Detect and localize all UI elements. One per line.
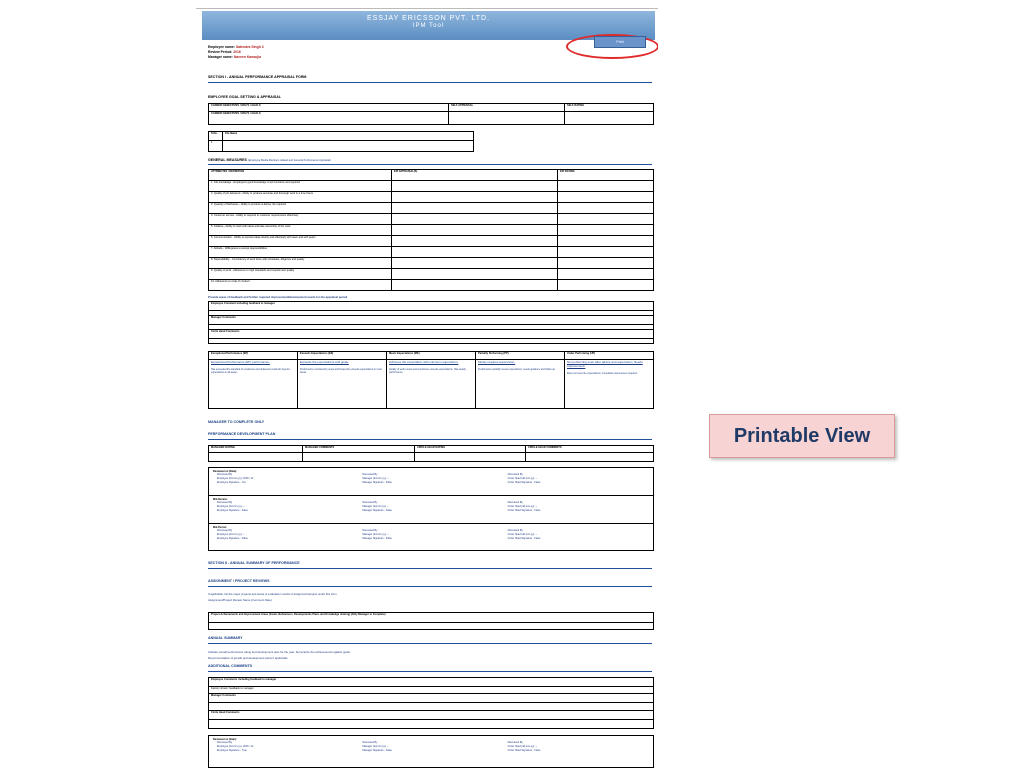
sig-text: Discussed By [362,741,378,744]
ratings-data-row [209,453,653,461]
sig-text: Discussed By [362,501,378,504]
ratings-col-circle-rating: CIRCLE HEAD RATING [415,446,526,452]
sig-text: Manager (dd-mm-yy): -- [362,505,389,508]
signature-col-circle [504,501,649,513]
scale-desc-ep: Has exceeded the standard of excellence and delivered results far beyond expectations in all areas. [211,367,290,375]
scale-cell-ep [209,360,298,408]
goals-row-objective: CAREER OBJECTIVES / KRA'S / GOALS [209,112,449,124]
additional-manager-label: Manager Comments [211,694,236,697]
sig-text: Employee Signature - False [217,509,248,512]
scale-desc-up: Does not meet the expectations; immediate improvement required. [567,371,638,375]
additional-employee-label: Employee Comments including feedback to manager [211,678,277,681]
goals-title: EMPLOYEE GOAL SETTING & APPRAISAL [208,95,282,99]
general-measure-row [209,181,653,192]
general-measure-row [209,214,653,225]
sig-text: Discussed By [362,529,378,532]
sig-text: Circle Head Signature - False [507,481,541,484]
signature-table [208,467,654,551]
sig-text: Manager Signature - False [362,481,392,484]
sig-text: Discussed By [217,501,233,504]
general-measure-appraisal-input[interactable] [392,181,558,191]
rating-scale-table [208,351,654,409]
sig-text: Manager (dd-mm-yy): -- [362,477,389,480]
sig-text: Employee Signature - False [217,537,248,540]
sig-text: Discussed By [362,473,378,476]
employee-meta [208,45,264,60]
signature-col-manager [358,529,503,541]
final-signature-block [209,736,653,755]
feedback-row-circle-input[interactable] [209,339,653,343]
sig-text: Circle Head Signature - False [507,749,541,752]
ratings-manager-rating-input[interactable] [209,453,303,461]
general-col-attributes: ATTRIBUTES / DEFINITION [209,170,392,180]
additional-table [208,677,654,729]
scale-cell-me [387,360,476,408]
general-measure-rating-input[interactable] [558,269,653,279]
signature-col-employee [213,473,358,485]
scale-desc-pp: Performance partially meets expectations; needs guidance and follow up. [478,367,556,371]
general-measure-rating-input[interactable] [558,247,653,257]
feedback-manager-label: Manager Comments [211,316,236,319]
signature-col-employee [213,529,358,541]
scale-head-ep: Exceptional Performance (EP) [209,352,298,359]
assignment-note-1: If applicable, list the major projects and areas of evaluation results of assignment/project under this form. [208,592,338,596]
manager-section-title: MANAGER TO COMPLETE ONLY [208,420,265,424]
sig-text: Circle Head (dd-mm-yy): -- [507,477,538,480]
final-signature-col-employee [213,741,358,753]
signature-col-manager [358,501,503,513]
signature-col-employee [213,501,358,513]
scale-body-row [209,360,653,408]
general-measure-rating-input[interactable] [558,280,653,291]
sig-text: Manager (dd-mm-yy): -- [362,745,389,748]
sig-text: Employee (dd-mm-yy): 2016 / 12 [217,477,254,480]
assignment-input[interactable] [209,623,653,629]
files-row-name[interactable] [223,141,473,151]
general-header-row [209,170,653,181]
additional-manager-input[interactable] [209,703,653,710]
feedback-employee-label: Employee Comment including feedback to manager [211,302,275,305]
scale-head-pp: Partially Performing (PP) [476,352,565,359]
additional-row-employee [209,678,653,687]
sig-text: Discussed By [507,741,523,744]
general-measure-row [209,192,653,203]
general-measure-row [209,280,653,291]
ratings-table [208,445,654,462]
general-measure-appraisal-input[interactable] [392,225,558,235]
sig-text: Employee (dd-mm-yy): -- [217,533,245,536]
scale-title-me: Achieves the expectation with minimum supervision. [389,360,459,364]
sig-text: Employee (dd-mm-yy): -- [217,505,245,508]
scale-desc-me: Quality of work meets and sometimes exceeds expectations. Has steady performance. [389,367,466,375]
ratings-col-circle-comments: CIRCLE HEAD COMMENTS [528,446,562,449]
tool-name: IPM Tool [412,23,445,30]
company-name: ESSJAY ERICSSON PVT. LTD. [366,15,491,22]
sig-text: Circle Head Signature - False [507,537,541,540]
general-measure-attribute: 5. Initiative - Ability to work with ideas and take ownership of the work [209,225,392,235]
goals-col-self-rating: SELF RATING [567,104,585,107]
sig-text: Circle Head (dd-mm-yy): -- [507,533,538,536]
files-col-sno: S.No. [209,132,223,140]
general-measure-rating-input[interactable] [558,181,653,191]
general-measure-rating-input[interactable] [558,203,653,213]
scale-head-ee: Exceeds Expectations (EE) [298,352,387,359]
sig-text: Circle Head (dd-mm-yy): -- [507,745,538,748]
section2-title: SECTION II - ANNUAL SUMMARY OF PERFORMANCE [208,561,300,565]
annual-note-1: Indicate overall performance rating and development plan for the year. Summarize the achievements against goals. [208,650,351,654]
section1-rule [208,82,652,83]
files-row-sno: 1 [209,141,223,151]
scale-cell-ee [298,360,387,408]
files-table [208,131,474,152]
general-measure-rating-input[interactable] [558,214,653,224]
additional-title: ADDITIONAL COMMENTS [208,664,253,668]
general-measure-appraisal-input[interactable] [392,203,558,213]
additional-row-manager [209,694,653,703]
sig-text: Discussed By [217,473,233,476]
ratings-header-row [209,446,653,453]
general-measure-row [209,258,653,269]
manager-name-value: Naveen Kanaujia [233,55,261,59]
general-measure-row [209,203,653,214]
general-measure-appraisal-input[interactable] [392,269,558,279]
general-rule [208,164,652,165]
scale-desc-ee: Performance consistently meets and frequently exceeds expectations in most areas. [300,367,382,375]
annual-note-2: Recommendation of growth and development plans if applicable. [208,656,289,660]
plan-rule [208,439,652,440]
feedback-note: Provide areas of feedback and further required improvement/development needs for the appraisal period [208,295,348,299]
scale-header-row [209,352,653,360]
sig-text: Circle Head (dd-mm-yy): -- [507,505,538,508]
final-signature-table [208,735,654,768]
scale-head-me: Meets Expectations (ME) [387,352,476,359]
annual-title: ANNUAL SUMMARY [208,636,243,640]
signature-col-manager [358,473,503,485]
general-title [208,158,331,162]
general-measure-attribute: 8. Dependability - Consistency of work done with schedules, diligence and quality [209,258,392,268]
signature-title-2: Mid-Period: [213,526,227,529]
goals-row-self-rating[interactable] [565,112,653,124]
feedback-row-employee [209,302,653,311]
general-col-rating: EPI RATING [560,170,575,173]
general-col-appraisal: EPI APPRAISAL(S) [392,170,558,180]
signature-title-0: Reviewed on (Date): [213,470,237,473]
sig-text: Discussed By [507,501,523,504]
employee-name-label: Employee name: [208,45,235,49]
ratings-circle-rating-input[interactable] [415,453,526,461]
final-signature-col-circle [504,741,649,753]
scale-head-up: Under Performing (UP) [567,352,596,355]
scale-title-ep: Exceptional Performance (EP) performance. [211,360,270,364]
assignment-input-row[interactable] [209,623,653,629]
general-measure-attribute: 10. Adherence to code of conduct [209,280,392,291]
general-measure-appraisal-input[interactable] [392,236,558,246]
general-title-text: GENERAL MEASURES [208,158,247,162]
general-measure-row [209,225,653,236]
signature-col-circle [504,473,649,485]
section1-title: SECTION I - ANNUAL PERFORMANCE APPRAISAL FORM [208,75,307,79]
ratings-manager-comments-input[interactable] [303,453,415,461]
final-signature-title: Reviewed on (date): [213,738,237,741]
general-measures-table [208,169,654,291]
ratings-col-manager-comments: MANAGER COMMENTS [303,446,415,452]
general-measure-attribute: 3. Quantity of Deliveries - Ability to produce & deliver the required [209,203,392,213]
section2-rule [208,568,652,569]
feedback-employee-input[interactable] [209,311,653,315]
annual-rule [208,643,652,644]
general-measure-appraisal-input[interactable] [392,280,558,291]
general-measure-appraisal-input[interactable] [392,192,558,202]
assignment-table [208,612,654,630]
feedback-circle-input[interactable] [209,339,653,343]
general-measure-appraisal-input[interactable] [392,258,558,268]
sig-text: Manager Signature - False [362,509,392,512]
sig-text: Discussed By [217,529,233,532]
performance-plan-title: PERFORMANCE DEVELOPMENT PLAN [208,432,276,436]
appraisal-form-document [196,8,658,768]
printable-view-callout: Printable View [709,414,895,458]
assignment-row-label: Project Achievements and Improvement Areas (Goals, Behaviours, Developments Plans and Knowledge sharing) (Only Manager to Complete) [211,613,386,616]
goals-header-row [209,104,653,112]
feedback-circle-label: Circle Head Comments [211,330,240,333]
feedback-row-circle [209,330,653,339]
goals-data-row [209,112,653,124]
additional-circle-input[interactable] [209,720,653,728]
general-measure-attribute: 4. Customer service - Ability to respond to customer requirements effectively [209,214,392,224]
general-measure-rating-input[interactable] [558,192,653,202]
top-divider [196,8,658,9]
sig-text: Employee Signature - Yes [217,481,246,484]
sig-text: Discussed By [507,529,523,532]
goals-col-self-appraisal: SELF APPRAISAL [449,104,565,111]
additional-row-circle-input[interactable] [209,720,653,728]
general-measure-rating-input[interactable] [558,258,653,268]
general-measure-appraisal-input[interactable] [392,247,558,257]
additional-row-circle [209,711,653,720]
general-measure-row [209,247,653,258]
signature-block-0 [209,468,653,496]
goals-table [208,103,654,125]
assignment-note-2: Assignment/Project Review Name (Comment Date) [208,598,272,602]
scale-title-pp: Mostly requires supervision. [478,360,516,364]
ratings-circle-comments-input[interactable] [526,453,653,461]
additional-circle-label: Circle Head Comments [211,711,240,714]
ratings-col-manager-rating: MANAGER RATING [209,446,303,452]
general-measure-appraisal-input[interactable] [392,214,558,224]
sig-text: Discussed By [507,473,523,476]
general-measure-row [209,236,653,247]
scale-cell-pp [476,360,565,408]
sig-text: Employee (dd-mm-yy): 2016 / 12 [217,745,254,748]
general-rows [209,181,653,291]
employee-name-value: Satendra Singh 3 [235,45,264,49]
print-button[interactable]: Print [594,36,646,48]
files-header-row [209,132,473,141]
additional-row-employee-input[interactable] [209,687,653,694]
feedback-row-manager [209,316,653,325]
assignment-header-row [209,613,653,623]
assignment-rule [208,586,652,587]
signature-col-circle [504,529,649,541]
general-measure-row [209,269,653,280]
general-measure-attribute: 7. Attitude - Willingness to accept responsibilities [209,247,392,257]
general-subtitle: (Employee Media Mentions related and General Performance Appraisal) [247,159,331,162]
general-measure-attribute: 9. Quality of work - Adherence to high standards and requirement quality [209,269,392,279]
goals-col-objectives: CAREER OBJECTIVES / KRA'S / GOALS [209,104,449,111]
manager-name-label: Manager name: [208,55,233,59]
sig-text: Manager (dd-mm-yy): -- [362,533,389,536]
review-period-label: Review Period: [208,50,233,54]
scale-title-ee: Exceeds the expectations and goals. [300,360,349,364]
sig-text: Manager Signature - False [362,537,392,540]
signature-block-2 [209,524,653,552]
feedback-table [208,301,654,344]
goals-row-self-appraisal[interactable] [449,112,565,124]
assignment-title: ASSIGNMENT / PROJECT REVIEWS [208,579,270,583]
additional-employee-input[interactable]: Factory shown: feedback to manager [211,687,254,690]
files-col-name: File Name [225,132,238,135]
signature-title-1: Mid-Review: [213,498,228,501]
feedback-manager-input[interactable] [209,325,653,329]
additional-row-manager-input[interactable] [209,703,653,711]
sig-text: Circle Head Signature - False [507,509,541,512]
additional-rule [208,671,652,672]
general-measure-rating-input[interactable] [558,236,653,246]
review-period-value: 2016 [233,50,241,54]
sig-text: Employee Signature - True [217,749,247,752]
general-measure-attribute: 1. Job knowledge - Employee's good knowledge of job functions and required [209,181,392,191]
files-data-row [209,141,473,151]
general-measure-rating-input[interactable] [558,225,653,235]
general-measure-attribute: 6. Communication - Ability to express ideas clearly and effectively with team and with peers [209,236,392,246]
scale-title-up: Not performing even after advice and supervision. Needs Improvement. [567,360,643,368]
signature-block-1 [209,496,653,524]
final-signature-col-manager [358,741,503,753]
sig-text: Manager Signature - False [362,749,392,752]
scale-cell-up [565,360,653,408]
general-measure-attribute: 2. Quality of job delivered - Ability to produce accurate and thorough work in a time frame [209,192,392,202]
sig-text: Discussed By [217,741,233,744]
